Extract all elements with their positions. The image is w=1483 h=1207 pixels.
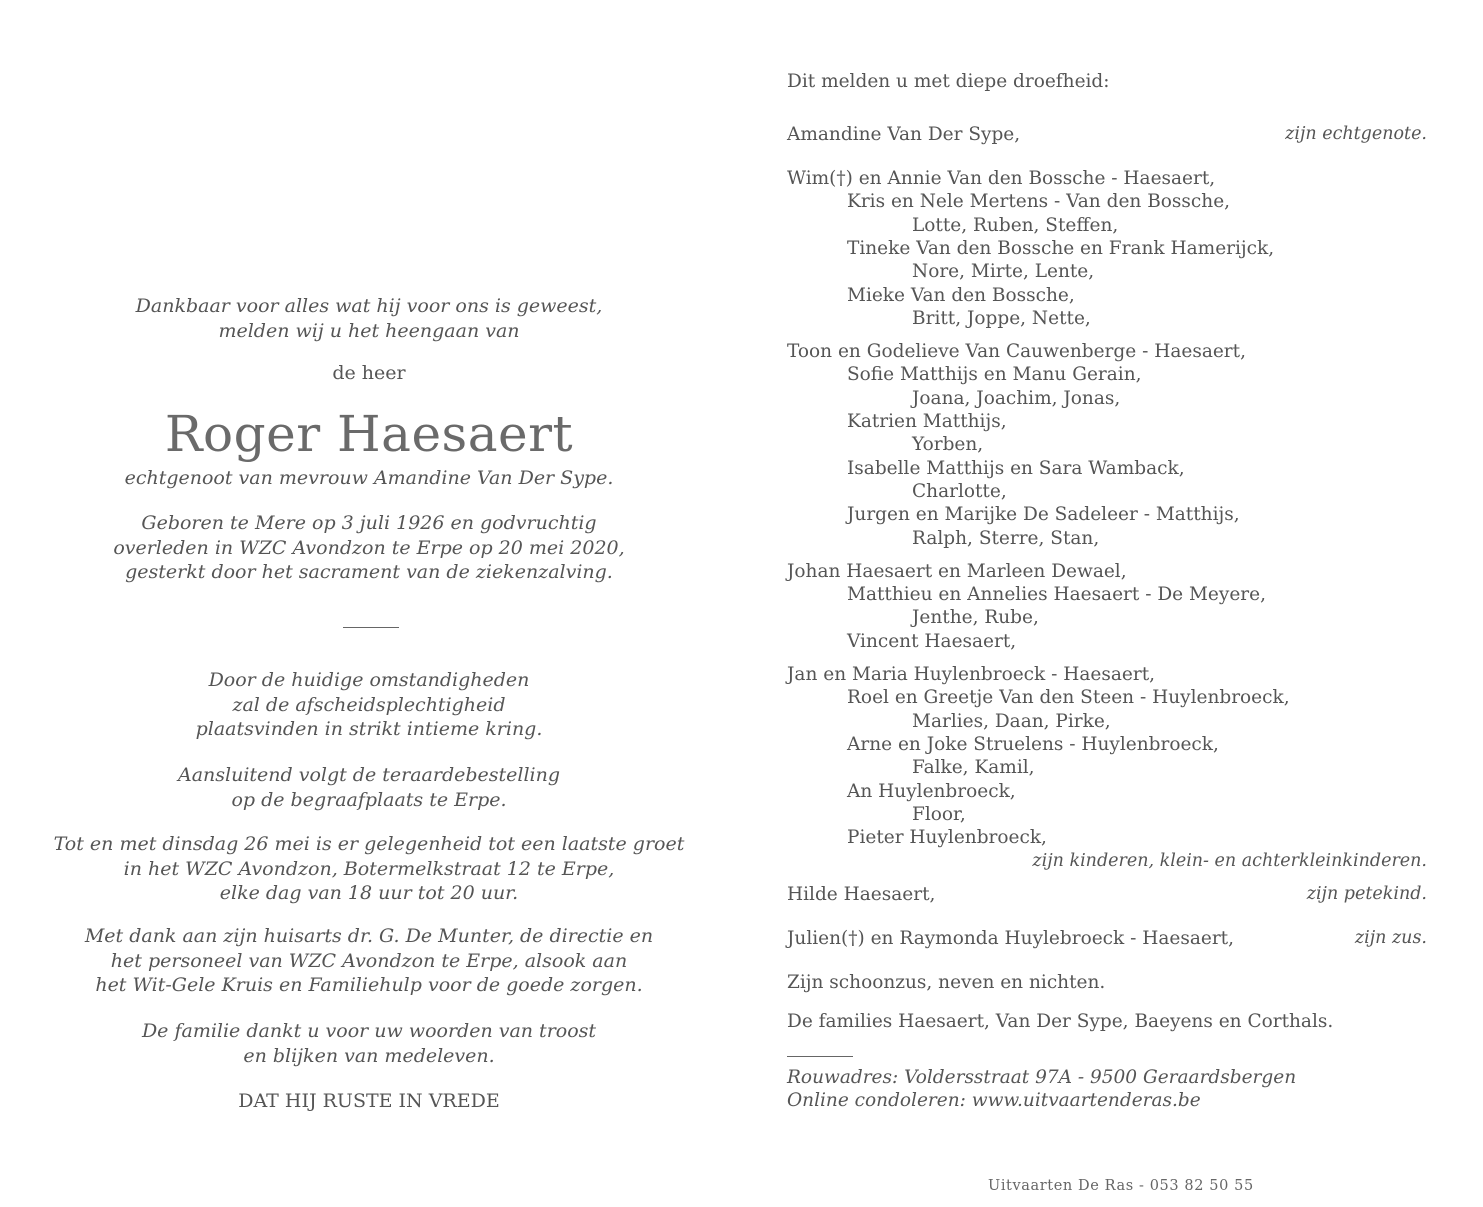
closing-text: DAT HIJ RUSTE IN VREDE [238, 1090, 500, 1112]
great-grandchild-entry: Yorben, [912, 434, 984, 456]
grandchild-entry: Jurgen en Marijke De Sadeleer - Matthijs, [847, 504, 1240, 526]
family-head-entry: Toon en Godelieve Van Cauwenberge - Haesaert, [787, 341, 1246, 363]
sister-entry: Julien(†) en Raymonda Huylebroeck - Haesaert, zijn zus. [787, 928, 1427, 949]
great-grandchild-entry: Floor, [912, 803, 966, 825]
great-grandchild-entry: Joana, Joachim, Jonas, [912, 387, 1121, 409]
great-grandchild-entry: Marlies, Daan, Pirke, [912, 710, 1111, 732]
family-head-entry: Johan Haesaert en Marleen Dewael, [787, 560, 1127, 582]
circumstances-text: Door de huidige omstandigheden zal de afscheidsplechtigheid plaatsvinden in strikt intieme kring. [195, 669, 543, 740]
grandchild-entry: Isabelle Matthijs en Sara Wamback, [847, 457, 1185, 479]
families-line: De families Haesaert, Van Der Sype, Baeyens en Corthals. [787, 1011, 1334, 1032]
birth-death-text: Geboren te Mere op 3 juli 1926 en godvruchtig overleden in WZC Avondzon te Erpe op 20 mei 2020, gesterkt door het sacrament van de ziekenzalving. [113, 512, 625, 583]
family-thanks-text: De familie dankt u voor uw woorden van troost en blijken van medeleven. [141, 1020, 597, 1067]
grandchild-entry: Arne en Joke Struelens - Huylenbroeck, [847, 733, 1219, 755]
relation-label: zijn petekind. [1306, 884, 1427, 904]
mourning-address: Rouwadres: Voldersstraat 97A - 9500 Geraardsbergen [787, 1067, 1297, 1088]
spouse-entry: Amandine Van Der Sype, zijn echtgenote. [787, 124, 1427, 145]
great-grandchild-entry: Ralph, Sterre, Stan, [912, 527, 1100, 549]
grandchild-entry: Tineke Van den Bossche en Frank Hamerijck, [847, 237, 1275, 259]
spouse-line: echtgenoot van mevrouw Amandine Van Der Sype. [124, 467, 614, 489]
intro-text: Dankbaar voor alles wat hij voor ons is geweest, melden wij u het heengaan van [135, 295, 603, 342]
in-laws-line: Zijn schoonzus, neven en nichten. [787, 972, 1106, 993]
grandchild-entry: Katrien Matthijs, [847, 411, 1007, 432]
godchild-entry: Hilde Haesaert, zijn petekind. [787, 884, 1427, 905]
grandchild-entry: Roel en Greetje Van den Steen - Huylenbroeck, [847, 687, 1290, 709]
great-grandchild-entry: Lotte, Ruben, Steffen, [912, 214, 1119, 236]
great-grandchild-entry: Nore, Mirte, Lente, [912, 261, 1095, 283]
grandchild-entry: Kris en Nele Mertens - Van den Bossche, [847, 191, 1231, 213]
family-head-entry: Jan en Maria Huylenbroeck - Haesaert, [787, 664, 1156, 685]
relation-label: zijn zus. [1354, 928, 1427, 948]
great-grandchild-entry: Jenthe, Rube, [912, 607, 1039, 629]
grandchild-entry: Mieke Van den Bossche, [847, 284, 1075, 306]
announcement-heading: Dit melden u met diepe droefheid: [787, 71, 1110, 92]
grandchild-entry: Pieter Huylenbroeck, [847, 827, 1047, 849]
thanks-text: Met dank aan zijn huisarts dr. G. De Munter, de directie en het personeel van WZC Avondzon te Erpe, alsook aan het Wit-Gele Kruis en Familiehulp voor de goede zorgen. [84, 925, 654, 996]
undertaker-footer: Uitvaarten De Ras - 053 82 50 55 [988, 1178, 1254, 1194]
great-grandchild-entry: Charlotte, [912, 480, 1007, 502]
deceased-name: Roger Haesaert [164, 405, 574, 463]
grandchild-entry: An Huylenbroeck, [847, 780, 1016, 802]
great-grandchild-entry: Falke, Kamil, [912, 757, 1035, 779]
grandchild-entry: Vincent Haesaert, [847, 630, 1017, 652]
burial-text: Aansluitend volgt de teraardebestelling op de begraafplaats te Erpe. [177, 764, 561, 811]
visit-text: Tot en met dinsdag 26 mei is er gelegenheid tot een laatste groet in het WZC Avondzon, Botermelkstraat 12 te Erpe, elke dag van 18 uur tot 20 uur. [53, 833, 685, 904]
grandchild-entry: Sofie Matthijs en Manu Gerain, [847, 364, 1142, 386]
section-divider [343, 627, 399, 628]
address-divider [787, 1056, 853, 1057]
relation-label: zijn echtgenote. [1285, 124, 1427, 144]
title-prefix: de heer [332, 362, 406, 384]
grandchild-entry: Matthieu en Annelies Haesaert - De Meyere, [847, 584, 1266, 606]
family-head-entry: Wim(†) en Annie Van den Bossche - Haesaert, [787, 168, 1216, 189]
great-grandchild-entry: Britt, Joppe, Nette, [912, 307, 1091, 329]
online-condolence: Online condoleren: www.uitvaartenderas.be [787, 1090, 1201, 1111]
